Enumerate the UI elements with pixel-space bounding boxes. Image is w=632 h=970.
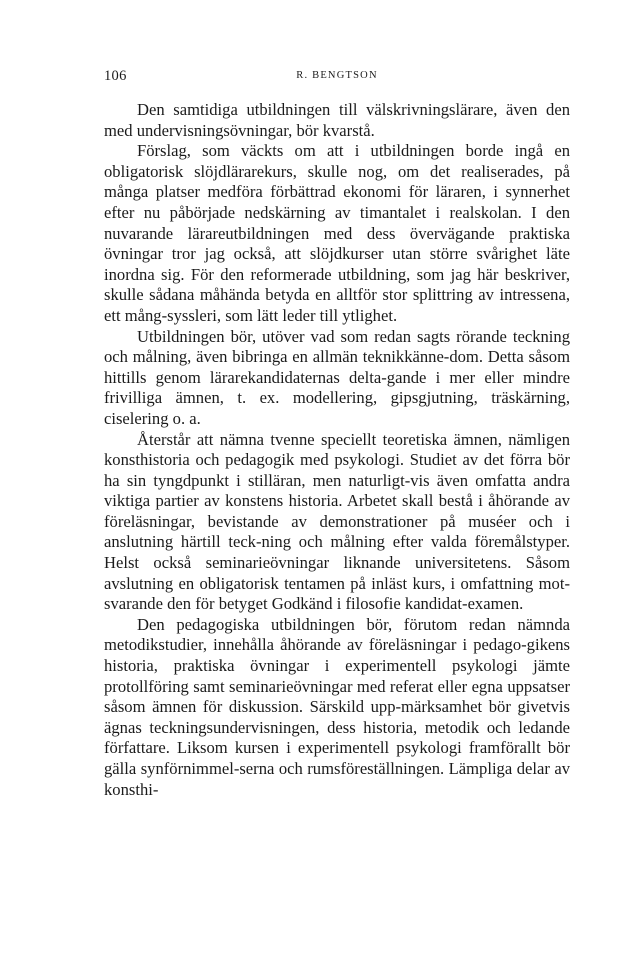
paragraph: Utbildningen bör, utöver vad som redan sagts rörande teckning och målning, även bibringa en allmän teknikkänne-dom. Detta såsom hittills genom lärarekandidaternas delta-gande i mer eller mindre frivilliga ämnen, t. ex. modellering, gipsgjutning, träskärning, ciselering o. a. (104, 326, 570, 428)
paragraph: Återstår att nämna tvenne speciellt teoretiska ämnen, nämligen konsthistoria och pedagogik med psykologi. Studiet av det förra bör ha sin tyngdpunkt i stilläran, men naturligt-vis även omfatta andra viktiga partier av konstens historia. Arbetet skall bestå i åhörande av föreläsningar, bevistande av demonstrationer på muséer och i anslutning härtill teck-ning och målning efter valda föremålstyper. Helst också seminarieövningar liknande universitetens. Såsom avslutning en obligatorisk tentamen på inläst kurs, i omfattning mot-svarande den för betyget Godkänd i filosofie kandidat-examen. (104, 429, 570, 614)
running-head-author: R. BENGTSON (296, 70, 378, 81)
paragraph: Förslag, som väckts om att i utbildningen borde ingå en obligatorisk slöjdlärarekurs, skulle nog, om det realiserades, på många platser medföra förbättrad ekonomi för läraren, i synnerhet efter nu påbörjade nedskärning av timantalet i realskolan. I den nuvarande lärareutbildningen med dess övervägande praktiska övningar tror jag också, att slöjdkurser utan större svårighet läte inordna sig. För den reformerade utbildning, som jag här beskriver, skulle sådana måhända betyda en alltför stor splittring av intressena, ett mång-syssleri, som lätt leder till ytlighet. (104, 141, 570, 325)
paragraph: Den samtidiga utbildningen till välskrivningslärare, även den med undervisningsövningar, bör kvarstå. (104, 100, 570, 140)
body-text (104, 100, 570, 800)
paragraph: Den pedagogiska utbildningen bör, förutom redan nämnda metodikstudier, innehålla åhörande av föreläsningar i pedago-gikens historia, praktiska övningar i experimentell psykologi jämte protollföring samt seminarieövningar med referat eller egna uppsatser såsom ämnen för diskussion. Särskild upp-märksamhet bör givetvis ägnas teckningsundervisningen, dess historia, metodik och ledande författare. Liksom kursen i experimentell psykologi framförallt bör gälla synförnimmel-serna och rumsföreställningen. Lämpliga delar av konsthi- (104, 614, 570, 799)
running-head (104, 68, 570, 86)
page-number: 106 (104, 68, 127, 84)
